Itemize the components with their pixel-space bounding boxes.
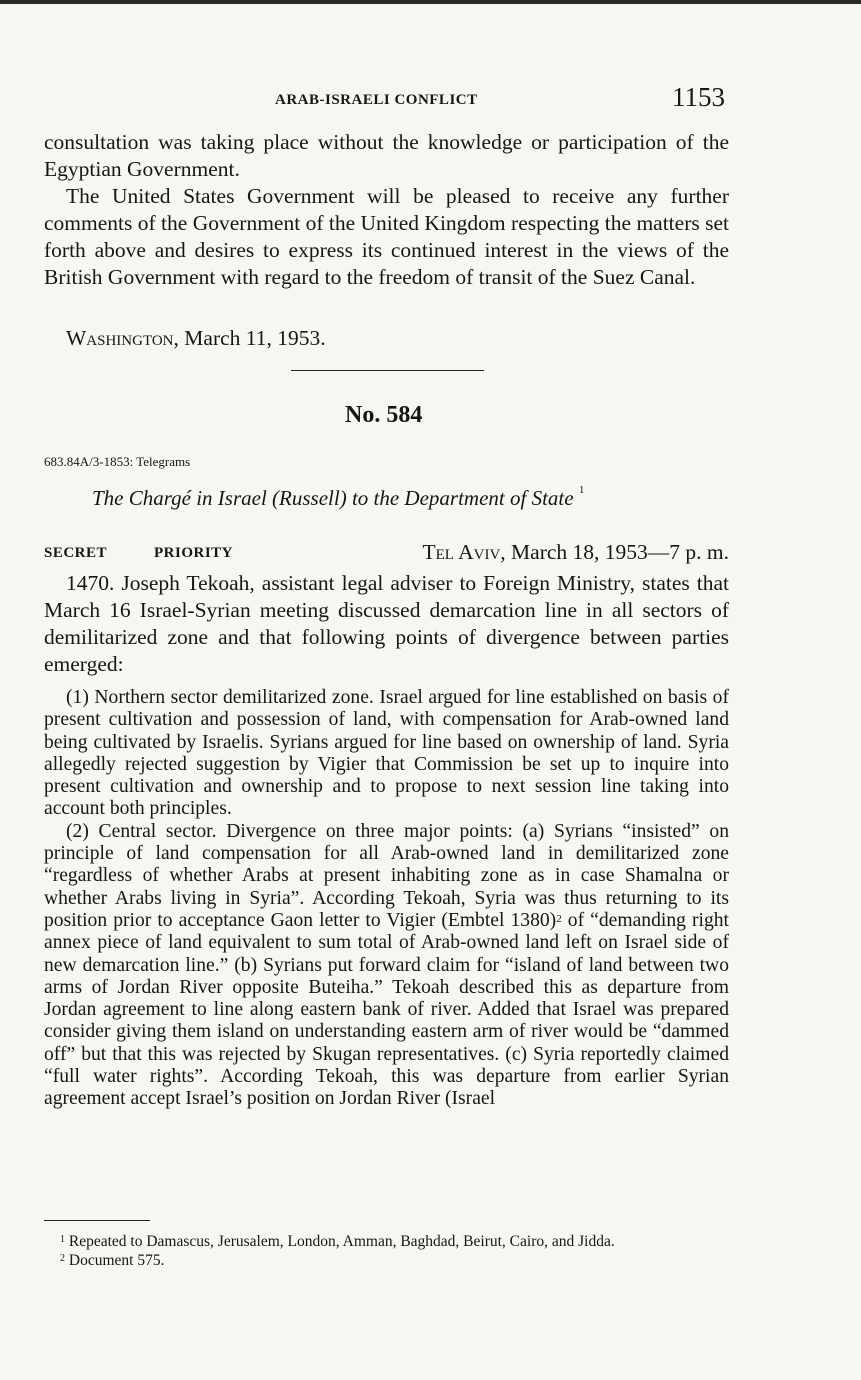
footnote-ref: 2 xyxy=(556,912,562,925)
section-divider xyxy=(291,370,484,371)
paragraph: consultation was taking place without the knowledge or participation of the Egyptian Government. xyxy=(44,130,729,181)
place-date xyxy=(422,540,729,565)
footnote-text: Repeated to Damascus, Jerusalem, London, Amman, Baghdad, Beirut, Cairo, and Jidda. xyxy=(68,1233,615,1250)
footnote-divider xyxy=(44,1220,150,1221)
dateline-place: Washington, xyxy=(66,326,179,350)
classification: SECRET xyxy=(44,545,108,561)
paragraph: 1470. Joseph Tekoah, assistant legal adviser to Foreign Ministry, states that March 16 Israel-Syrian meeting discussed demarcation line in all sectors of demilitarized zone and that following points of divergence between parties emerged: xyxy=(44,571,729,676)
point-2-part-b: of “demanding right annex piece of land equivalent to sum total of Arab-owned land left on Israel side of new demarcation line.” (b) Syrians put forward claim for “island of land between two arms of Jordan River opposite Buteiha.” Tekoah described this as departure from Jordan agreement to line along eastern bank of river. Added that Israel was prepared consider giving them island on understanding eastern arm of river would be “dammed off” but that this was rejected by Skugan representatives. (c) Syria reportedly claimed “full water rights”. According Tekoah, this was departure from earlier Syrian agreement accept Israel’s position on Jordan River (Israel xyxy=(44,909,729,1110)
place: Tel Aviv, xyxy=(422,540,506,564)
footnotes xyxy=(44,1232,729,1270)
dateline xyxy=(66,326,326,351)
continued-text xyxy=(44,129,729,291)
page-number: 1153 xyxy=(672,82,725,112)
point-1: (1) Northern sector demilitarized zone. Israel argued for line established on basis of present cultivation and possession of land, with compensation for Arab-owned land being cultivated by Israelis. Syrians argued for line based on ownership of land. Syria allegedly rejected suggestion by Vigier that Commission be set up to inquire into present cultivation and ownership and to propose to next session line taking into account both principles. xyxy=(44,687,729,820)
telegram-intro xyxy=(44,570,729,678)
point-2 xyxy=(44,821,729,1111)
footnote-text: Document 575. xyxy=(68,1252,165,1269)
paragraph: The United States Government will be pleased to receive any further comments of the Government of the United Kingdom respecting the matters set forth above and desires to express its continued interest in the views of the British Government with regard to the freedom of transit of the Suez Canal. xyxy=(44,184,729,289)
scan-edge xyxy=(0,0,861,4)
footnote xyxy=(44,1232,729,1251)
document-title-text: The Chargé in Israel (Russell) to the Department of State xyxy=(92,486,574,510)
running-title: ARAB-ISRAELI CONFLICT xyxy=(275,92,478,108)
document-number: No. 584 xyxy=(345,402,423,428)
file-reference: 683.84A/3-1853: Telegrams xyxy=(44,454,191,469)
document-title xyxy=(92,486,584,511)
telegram-points xyxy=(44,687,729,1111)
precedence: PRIORITY xyxy=(154,545,234,561)
footnote-mark: 2 xyxy=(60,1253,65,1264)
footnote xyxy=(44,1251,729,1270)
point-2-part-a: (2) Central sector. Divergence on three major points: (a) Syrians “insisted” on principle of land compensation for all Arab-owned land in demilitarized zone “regardless of whether Arabs at present inhabiting zone as in case Shamalna or whether Arabs living in Syria”. According Tekoah, Syria was thus returning to its position prior to acceptance Gaon letter to Vigier (Embtel 1380) xyxy=(44,820,729,931)
date-time: March 18, 1953—7 p. m. xyxy=(511,540,729,564)
dateline-date: March 11, 1953. xyxy=(184,326,326,350)
footnote-ref: 1 xyxy=(578,484,585,496)
footnote-mark: 1 xyxy=(60,1234,65,1245)
